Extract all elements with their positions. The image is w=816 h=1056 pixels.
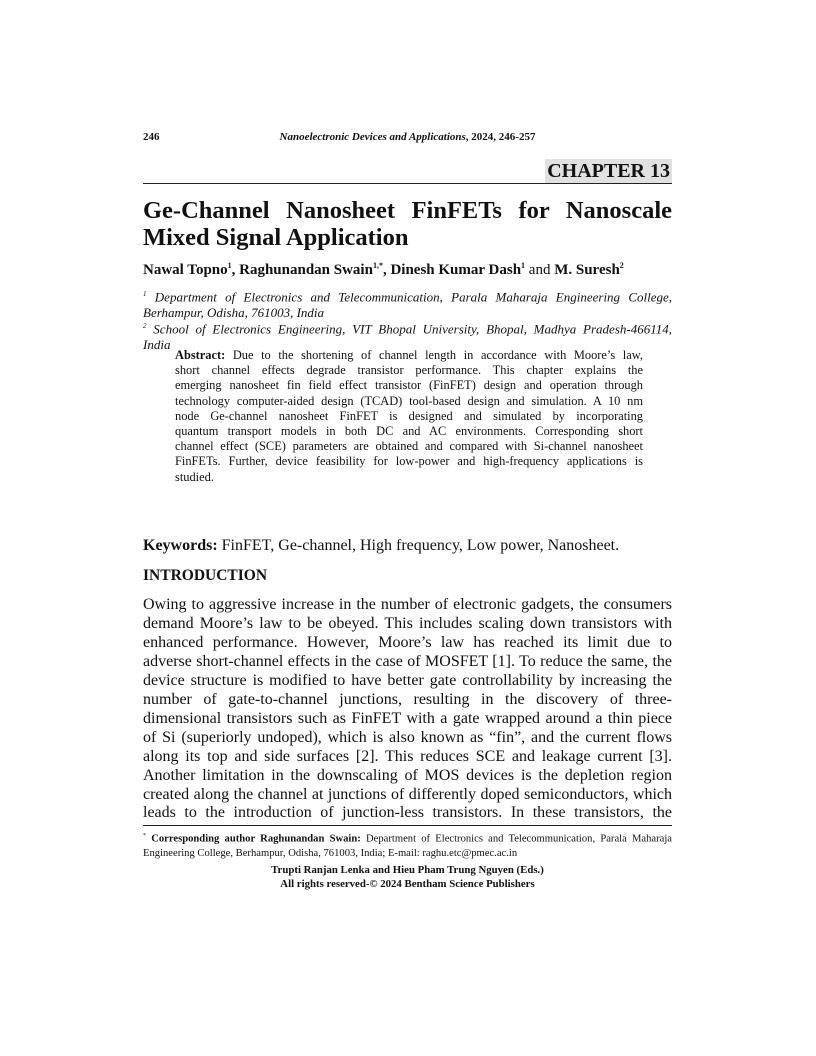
- page-number: 246: [143, 131, 160, 143]
- author-affiliation-mark: 1: [227, 261, 232, 270]
- publisher-credits: [143, 864, 672, 891]
- abstract-line: node Ge-channel nanosheet FinFET is designed and simulated by incorporating: [175, 408, 643, 423]
- journal-title: Nanoelectronic Devices and Applications: [279, 131, 466, 143]
- and-text: and: [528, 262, 551, 278]
- keywords-text: FinFET, Ge-channel, High frequency, Low power, Nanosheet.: [221, 537, 620, 554]
- abstract-line: technology computer-aided design (TCAD) tool-based design and simulation. A 10 nm: [175, 393, 643, 408]
- author-affiliation-mark: 1: [521, 261, 526, 270]
- title-line: Ge-Channel Nanosheet FinFETs for Nanoscale: [143, 197, 672, 224]
- author: M. Suresh: [554, 262, 620, 278]
- abstract-line: studied.: [175, 469, 214, 484]
- rights-line: All rights reserved-© 2024 Bentham Science Publishers: [280, 877, 535, 890]
- footnote-text: Department of Electronics and Telecommunication, Parala Maharaja: [360, 833, 673, 845]
- affiliation-line: India: [143, 337, 171, 353]
- affiliation-mark: 2: [143, 322, 147, 330]
- affiliation-text: School of Electronics Engineering, VIT Bhopal University, Bhopal, Madhya Pradesh-466114,: [153, 321, 673, 337]
- footnote: [143, 829, 672, 861]
- body-line: enhanced performance. However, Moore’s law has reached its limit due to: [143, 633, 672, 651]
- journal-year-pages: , 2024, 246-257: [465, 131, 536, 143]
- body-line: number of gate-to-channel junctions, resulting in the discovery of three-: [143, 690, 672, 708]
- keywords-label: Keywords:: [143, 537, 218, 554]
- abstract-label: Abstract:: [175, 348, 226, 362]
- author-affiliation-mark: 1,*: [372, 261, 383, 270]
- affiliation-line: Berhampur, Odisha, 761003, India: [143, 305, 325, 321]
- chapter-rule: [143, 183, 672, 184]
- affiliation-mark: 1: [143, 290, 147, 298]
- affiliation-line: [143, 286, 672, 305]
- affiliation-text: Department of Electronics and Telecommunication, Parala Maharaja Engineering College,: [154, 289, 673, 305]
- body-line: demand Moore’s law to be obeyed. This includes scaling down transistors with: [143, 614, 672, 632]
- footnote-rule: [143, 825, 672, 826]
- chapter-label: CHAPTER 13: [547, 160, 670, 182]
- abstract: [175, 348, 643, 485]
- footnote-label: Corresponding author Raghunandan Swain:: [151, 833, 361, 845]
- body-line: of Si (superiorly undoped), which is also known as “fin”, and the current flows: [143, 728, 672, 746]
- abstract-text: Due to the shortening of channel length in accordance with Moore’s law,: [232, 348, 643, 362]
- abstract-line: short channel effects degrade transistor performance. This chapter explains the: [175, 363, 643, 378]
- abstract-line: FinFETs. Further, device feasibility for low-power and high-frequency applications is: [175, 454, 643, 469]
- title-line: Mixed Signal Application: [143, 224, 409, 251]
- affiliation: [143, 286, 672, 321]
- author: Nawal Topno: [143, 262, 228, 278]
- author-affiliation-mark: 2: [619, 261, 624, 270]
- editors-line: Trupti Ranjan Lenka and Hieu Pham Trung Nguyen (Eds.): [271, 864, 544, 876]
- chapter-title: [143, 197, 672, 251]
- abstract-line: emerging nanosheet fin field effect transistor (FinFET) design and operation through: [175, 378, 643, 393]
- section-heading: INTRODUCTION: [143, 567, 268, 584]
- body-line: leads to the introduction of junction-less transistors. In these transistors, the: [143, 804, 672, 822]
- journal-citation: [143, 131, 672, 143]
- author: Dinesh Kumar Dash: [390, 262, 522, 278]
- abstract-line: quantum transport models in both DC and AC environments. Corresponding short: [175, 424, 643, 439]
- body-line: adverse short-channel effects in the case of MOSFET [1]. To reduce the same, the: [143, 652, 672, 670]
- author-list: Nawal Topno$^1$, Raghunandan Swain$^{1,*}$, Dinesh Kumar Dash$^1$ and M. Suresh$^2$: [143, 261, 624, 278]
- footnote-mark: *: [143, 833, 146, 839]
- affiliation-line: [143, 318, 672, 337]
- abstract-line: channel effect (SCE) parameters are obtained and compared with Si-channel nanosheet: [175, 439, 643, 454]
- body-line: Another limitation in the downscaling of MOS devices is the depletion region: [143, 766, 672, 784]
- body-line: dimensional transistors such as FinFET with a gate wrapped around a thin piece: [143, 709, 672, 727]
- author: Raghunandan Swain: [239, 262, 373, 278]
- body-line: created along the channel at junctions of differently doped semiconductors, which: [143, 785, 672, 803]
- abstract-line: [175, 348, 643, 363]
- body-line: along its top and side surfaces [2]. This reduces SCE and leakage current [3].: [143, 747, 672, 765]
- footnote-line: [143, 829, 672, 847]
- introduction-body: [143, 596, 672, 823]
- keywords: [143, 537, 619, 555]
- body-line: device structure is modified to have better gate controllability by increasing the: [143, 671, 672, 689]
- footnote-line: Engineering College, Berhampur, Odisha, 761003, India; E-mail: raghu.etc@pmec.ac.in: [143, 847, 518, 859]
- body-line: Owing to aggressive increase in the number of electronic gadgets, the consumers: [143, 596, 672, 613]
